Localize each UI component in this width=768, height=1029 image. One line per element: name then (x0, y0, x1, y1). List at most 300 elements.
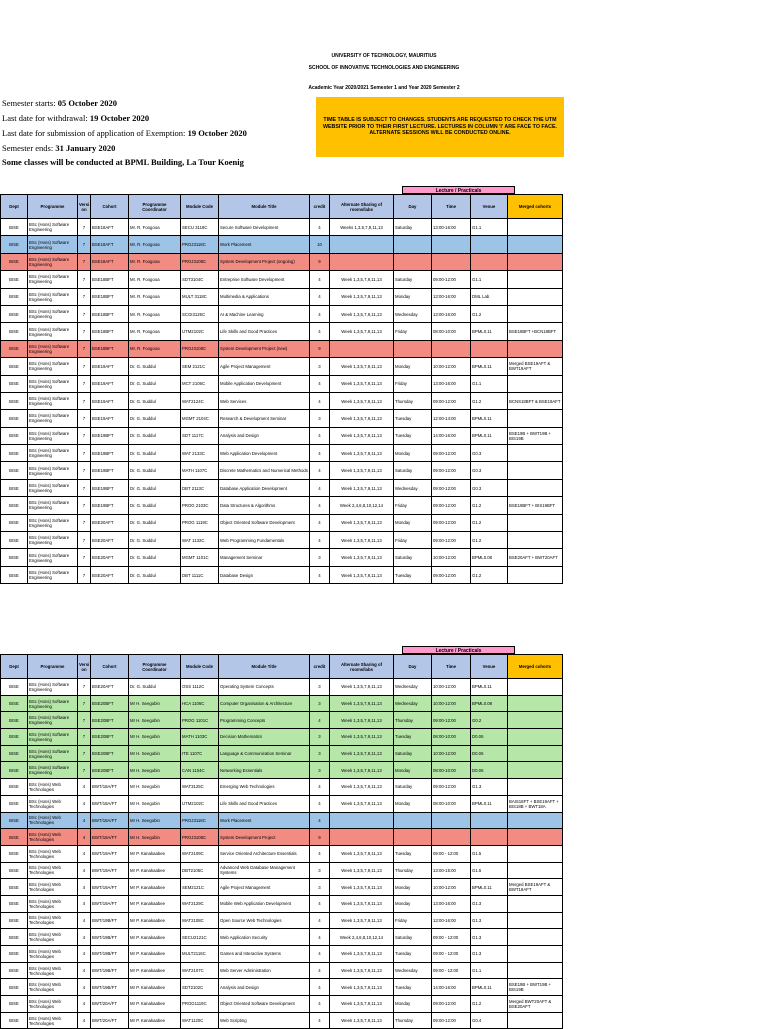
cell-alt-sharing (330, 812, 394, 829)
cell-day: Saturday (394, 219, 432, 236)
cell-credit: 4 (310, 323, 330, 340)
cell-time: 14:00-16:00 (432, 427, 471, 444)
cell-version: 4 (78, 812, 91, 829)
table-row (1, 1012, 563, 1029)
cell-day: Thursday (394, 392, 432, 409)
cell-version: 7 (78, 410, 91, 427)
cell-credit: 4 (310, 219, 330, 236)
cell-time: 09:00 - 12:00 (432, 962, 471, 979)
cell-programme: BSc (Hons) Web Technologies (28, 929, 78, 946)
cell-time: 10:00-12:00 (432, 358, 471, 375)
cell-cohort: BWT/18A/FT (91, 795, 129, 812)
cell-module-title: Computer Organisation & Architecture (219, 695, 310, 712)
cell-merged-cohorts (508, 729, 563, 746)
cell-alt-sharing: Week 1,3,5,7,9,11,13 (330, 375, 394, 392)
cell-credit: 4 (310, 427, 330, 444)
cell-programme: BSc (Hons) Software Engineering (28, 729, 78, 746)
cell-cohort: BWT/19B/FT (91, 929, 129, 946)
cell-time: 08:00-10:00 (432, 762, 471, 779)
cell-day: Monday (394, 895, 432, 912)
cell-version: 7 (78, 358, 91, 375)
cell-day (394, 236, 432, 253)
cell-coordinator: Mr. R. Foogooa (129, 236, 181, 253)
cell-merged-cohorts (508, 812, 563, 829)
cell-coordinator: Dr. G. Suddul (129, 514, 181, 531)
cell-credit: 4 (310, 962, 330, 979)
cell-programme: BSc (Hons) Software Engineering (28, 271, 78, 288)
cell-programme: BSc (Hons) Software Engineering (28, 305, 78, 322)
cell-merged-cohorts (508, 288, 563, 305)
cell-module-title: AI & Machine Learning (219, 305, 310, 322)
cell-credit: 3 (310, 549, 330, 566)
table-row (1, 979, 563, 996)
cell-day (394, 340, 432, 357)
cell-module-title: Secure Software Development (219, 219, 310, 236)
cell-venue: BPML0.08 (471, 695, 508, 712)
cell-cohort: BWT/18A/FT (91, 829, 129, 846)
cell-programme: BSc (Hons) Software Engineering (28, 514, 78, 531)
cell-module-code: PROG 2103C (181, 497, 219, 514)
cell-cohort: BSE20AFT (91, 679, 129, 696)
cell-day: Thursday (394, 862, 432, 879)
cell-cohort: BSE20BFT (91, 745, 129, 762)
table-row (1, 862, 563, 879)
cell-coordinator: Mr H. Seegobin (129, 779, 181, 796)
cell-venue (471, 340, 508, 357)
school-title: SCHOOL OF INNOVATIVE TECHNOLOGIES AND ENGINEERING (308, 65, 460, 71)
cell-day: Saturday (394, 549, 432, 566)
cell-merged-cohorts (508, 845, 563, 862)
cell-coordinator: Dr. G. Suddul (129, 358, 181, 375)
cell-coordinator: Mr P. Kanakaabee (129, 979, 181, 996)
cell-dept: BISE (1, 253, 28, 270)
table-row (1, 305, 563, 322)
cell-day: Tuesday (394, 946, 432, 963)
cell-alt-sharing: Week 1,3,5,7,9,11,13 (330, 745, 394, 762)
cell-merged-cohorts (508, 762, 563, 779)
cell-alt-sharing: Week 1,3,5,7,9,11,13 (330, 695, 394, 712)
table-row (1, 236, 563, 253)
cell-version: 4 (78, 912, 91, 929)
cell-programme: BSc (Hons) Web Technologies (28, 979, 78, 996)
cell-time: 09:00-12:00 (432, 514, 471, 531)
column-header-merged-cohorts: Merged cohorts (508, 655, 563, 679)
cell-dept: BISE (1, 375, 28, 392)
cell-dept: BISE (1, 288, 28, 305)
cell-cohort: BSE19BFT (91, 462, 129, 479)
cell-venue: G1.1 (471, 219, 508, 236)
cell-module-code: WAT2109C (181, 845, 219, 862)
cell-venue: BPML0.08 (471, 549, 508, 566)
cell-alt-sharing (330, 829, 394, 846)
cell-venue (471, 812, 508, 829)
cell-day (394, 253, 432, 270)
column-header-coordinator: Programme Coordinator (129, 655, 181, 679)
cell-day: Friday (394, 497, 432, 514)
cell-coordinator: Mr. R. Foogooa (129, 340, 181, 357)
cell-programme: BSc (Hons) Web Technologies (28, 862, 78, 879)
cell-module-title: Open Source Web Technologies (219, 912, 310, 929)
cell-dept: BISE (1, 729, 28, 746)
cell-venue: G1.2 (471, 305, 508, 322)
cell-programme: BSc (Hons) Web Technologies (28, 912, 78, 929)
cell-venue: G1.2 (471, 497, 508, 514)
cell-module-title: Web Server Administration (219, 962, 310, 979)
cell-time: 09:00-12:00 (432, 996, 471, 1013)
cell-venue: G1.5 (471, 845, 508, 862)
cell-programme: BSc (Hons) Web Technologies (28, 996, 78, 1013)
cell-programme: BSc (Hons) Software Engineering (28, 340, 78, 357)
column-header-dept: Dept (1, 655, 28, 679)
cell-coordinator: Mr. R. Foogooa (129, 253, 181, 270)
cell-cohort: BSE18BFT (91, 288, 129, 305)
cell-venue: DML Lab (471, 288, 508, 305)
cell-time: 13:00-16:00 (432, 288, 471, 305)
cell-cohort: BWT/19A/FT (91, 895, 129, 912)
cell-credit: 3 (310, 879, 330, 896)
cell-cohort: BSE20AFT (91, 532, 129, 549)
cell-version: 4 (78, 1012, 91, 1029)
cell-merged-cohorts: Merged BSE19AFT & BWT19AFT (508, 358, 563, 375)
cell-credit: 4 (310, 779, 330, 796)
column-header-alt-sharing: Alternate Sharing of rooms/labs (330, 655, 394, 679)
cell-version: 4 (78, 895, 91, 912)
cell-cohort: BWT/19A/FT (91, 862, 129, 879)
cell-module-title: Analysis and Design (219, 427, 310, 444)
cell-cohort: BWT/20A/FT (91, 1012, 129, 1029)
cell-venue: D0.06 (471, 745, 508, 762)
table-row (1, 566, 563, 583)
cell-coordinator: Mr P. Kanakaabee (129, 962, 181, 979)
cell-module-code: MGMT 2104C (181, 410, 219, 427)
cell-time: 10:00-12:00 (432, 695, 471, 712)
column-header-credit: credit (310, 655, 330, 679)
cell-version: 7 (78, 695, 91, 712)
cell-module-title: Games and Interactive Systems (219, 946, 310, 963)
cell-cohort: BSE20AFT (91, 549, 129, 566)
cell-time: 14:00-16:00 (432, 979, 471, 996)
cell-version: 7 (78, 729, 91, 746)
cell-programme: BSc (Hons) Web Technologies (28, 829, 78, 846)
cell-merged-cohorts: Merged BWT20AFT & BSE20AFT (508, 996, 563, 1013)
cell-time: 09:00-12:00 (432, 497, 471, 514)
cell-merged-cohorts: BSE19B + BWT19B + BIS19B (508, 427, 563, 444)
cell-module-code: SEM 2121C (181, 358, 219, 375)
cell-day: Wednesday (394, 695, 432, 712)
cell-venue: D0.06 (471, 762, 508, 779)
cell-venue: G1.1 (471, 375, 508, 392)
cell-merged-cohorts: BAIS18FT + BSE19AFT + BIS18B + BWT18A (508, 795, 563, 812)
column-header-venue: Venue (471, 655, 508, 679)
table-row (1, 812, 563, 829)
cell-module-title: Advanced Web Database Management Systems (219, 862, 310, 879)
bpml-note: Some classes will be conducted at BPML Building, La Tour Koenig (2, 157, 244, 167)
cell-programme: BSc (Hons) Web Technologies (28, 779, 78, 796)
cell-day: Wednesday (394, 962, 432, 979)
column-header-programme: Programme (28, 655, 78, 679)
cell-merged-cohorts (508, 305, 563, 322)
cell-merged-cohorts: BSE19BFT + BIS19BFT (508, 497, 563, 514)
cell-dept: BISE (1, 779, 28, 796)
cell-cohort: BSE19AFT (91, 410, 129, 427)
cell-day: Monday (394, 762, 432, 779)
cell-coordinator: Dr. G. Suddul (129, 679, 181, 696)
column-header-credit: credit (310, 195, 330, 219)
cell-module-title: Multimedia & Applications (219, 288, 310, 305)
cell-alt-sharing: Week 1,3,5,7,9,11,13 (330, 323, 394, 340)
cell-credit: 4 (310, 845, 330, 862)
cell-merged-cohorts (508, 375, 563, 392)
cell-time: 09:00-12:00 (432, 532, 471, 549)
cell-dept: BISE (1, 410, 28, 427)
cell-cohort: BSE19AFT (91, 375, 129, 392)
cell-day: Tuesday (394, 566, 432, 583)
cell-module-code: SCGI3126C (181, 305, 219, 322)
cell-module-code: SECU2121C (181, 929, 219, 946)
table-row (1, 253, 563, 270)
cell-merged-cohorts (508, 679, 563, 696)
cell-alt-sharing: Week 1,3,5,7,9,11,13 (330, 479, 394, 496)
cell-alt-sharing: Week 1,3,5,7,9,11,13 (330, 427, 394, 444)
cell-merged-cohorts (508, 912, 563, 929)
cell-version: 4 (78, 829, 91, 846)
cell-merged-cohorts (508, 271, 563, 288)
cell-module-title: Web Application Development (219, 445, 310, 462)
cell-module-code: UTM2102C (181, 323, 219, 340)
cell-version: 4 (78, 845, 91, 862)
cell-alt-sharing: Week 1,3,5,7,9,11,13 (330, 462, 394, 479)
table-row (1, 996, 563, 1013)
cell-credit: 4 (310, 375, 330, 392)
cell-cohort: BWT/18A/FT (91, 812, 129, 829)
cell-module-code: WAT1120C (181, 1012, 219, 1029)
table-row (1, 392, 563, 409)
cell-time: 09:00-12:00 (432, 479, 471, 496)
cell-merged-cohorts (508, 479, 563, 496)
cell-module-code: SECU 3118C (181, 219, 219, 236)
cell-time: 13:00-16:00 (432, 912, 471, 929)
cell-version: 4 (78, 979, 91, 996)
cell-merged-cohorts (508, 829, 563, 846)
cell-day: Thursday (394, 1012, 432, 1029)
cell-time (432, 812, 471, 829)
cell-merged-cohorts (508, 895, 563, 912)
cell-coordinator: Mr. R. Foogooa (129, 305, 181, 322)
cell-coordinator: Dr. G. Suddul (129, 392, 181, 409)
cell-coordinator: Mr H. Seegobin (129, 762, 181, 779)
cell-module-code: ITE 1107C (181, 745, 219, 762)
cell-cohort: BSE19AFT (91, 358, 129, 375)
cell-programme: BSc (Hons) Software Engineering (28, 219, 78, 236)
cell-programme: BSc (Hons) Web Technologies (28, 812, 78, 829)
cell-dept: BISE (1, 462, 28, 479)
cell-credit: 4 (310, 445, 330, 462)
cell-alt-sharing: Week 1,3,5,7,9,11,13 (330, 679, 394, 696)
cell-coordinator: Mr P. Kanakaabee (129, 946, 181, 963)
cell-alt-sharing: Week 1,3,5,7,9,11,13 (330, 795, 394, 812)
table-row (1, 946, 563, 963)
cell-venue: G1.5 (471, 862, 508, 879)
cell-module-code: MULT 3118C (181, 288, 219, 305)
table-row (1, 962, 563, 979)
cell-module-code: SDT2102C (181, 979, 219, 996)
lecture-practicals-label: Lecture / Practicals (402, 186, 515, 194)
cell-time: 09:00-12:00 (432, 445, 471, 462)
table-row (1, 532, 563, 549)
cell-version: 4 (78, 779, 91, 796)
cell-day: Tuesday (394, 410, 432, 427)
cell-version: 7 (78, 566, 91, 583)
table-row (1, 340, 563, 357)
cell-module-title: Research & Development Seminar (219, 410, 310, 427)
cell-day (394, 812, 432, 829)
cell-alt-sharing (330, 253, 394, 270)
cell-programme: BSc (Hons) Web Technologies (28, 946, 78, 963)
cell-credit: 4 (310, 497, 330, 514)
cell-version: 4 (78, 996, 91, 1013)
cell-module-title: Database Design (219, 566, 310, 583)
cell-programme: BSc (Hons) Web Technologies (28, 895, 78, 912)
cell-alt-sharing: Week 1,3,5,7,9,11,13 (330, 305, 394, 322)
cell-time: 12:00-14:00 (432, 410, 471, 427)
cell-merged-cohorts (508, 410, 563, 427)
cell-time: 13:00-16:00 (432, 219, 471, 236)
cell-dept: BISE (1, 532, 28, 549)
cell-coordinator: Mr P. Kanakaabee (129, 862, 181, 879)
cell-dept: BISE (1, 712, 28, 729)
table-row (1, 271, 563, 288)
cell-coordinator: Dr. G. Suddul (129, 532, 181, 549)
cell-module-title: Service Oriented Architecture Essentials (219, 845, 310, 862)
cell-version: 7 (78, 340, 91, 357)
cell-time: 09:00-12:00 (432, 712, 471, 729)
cell-programme: BSc (Hons) Software Engineering (28, 549, 78, 566)
cell-programme: BSc (Hons) Software Engineering (28, 712, 78, 729)
table-row (1, 762, 563, 779)
cell-version: 7 (78, 253, 91, 270)
cell-module-code: DBT 1111C (181, 566, 219, 583)
cell-alt-sharing: Week 1,3,5,7,9,11,13 (330, 845, 394, 862)
cell-time (432, 829, 471, 846)
cell-merged-cohorts (508, 712, 563, 729)
table-row (1, 879, 563, 896)
cell-module-code: PROG 1101C (181, 712, 219, 729)
academic-year: Academic Year 2020/2021 Semester 1 and Year 2020 Semester 2 (308, 85, 460, 91)
cell-venue: BPML0.11 (471, 979, 508, 996)
table-row (1, 219, 563, 236)
cell-module-title: Discrete Mathematics and Numerical Methods (219, 462, 310, 479)
cell-version: 7 (78, 271, 91, 288)
cell-credit: 10 (310, 236, 330, 253)
cell-module-title: Emerging Web Technologies (219, 779, 310, 796)
cell-day: Tuesday (394, 845, 432, 862)
cell-cohort: BSE18BFT (91, 323, 129, 340)
cell-version: 4 (78, 795, 91, 812)
cell-coordinator: Dr. G. Suddul (129, 445, 181, 462)
column-header-module-title: Module Title (219, 195, 310, 219)
cell-cohort: BSE19BFT (91, 445, 129, 462)
table-row (1, 829, 563, 846)
cell-dept: BISE (1, 895, 28, 912)
cell-module-title: Mobile Application Development (219, 375, 310, 392)
cell-programme: BSc (Hons) Software Engineering (28, 445, 78, 462)
cell-coordinator: Dr. G. Suddul (129, 427, 181, 444)
cell-day: Saturday (394, 779, 432, 796)
cell-time: 10:00-12:00 (432, 745, 471, 762)
cell-cohort: BWT/19B/FT (91, 912, 129, 929)
cell-cohort: BSE20AFT (91, 514, 129, 531)
cell-time: 09:00-12:00 (432, 779, 471, 796)
cell-alt-sharing: Week 1,3,5,7,9,11,13 (330, 445, 394, 462)
cell-version: 7 (78, 712, 91, 729)
cell-alt-sharing: Week 1,3,5,7,9,11,13 (330, 358, 394, 375)
cell-day: Wednesday (394, 479, 432, 496)
cell-dept: BISE (1, 979, 28, 996)
cell-cohort: BSE19AFT (91, 392, 129, 409)
cell-credit: 3 (310, 679, 330, 696)
cell-time: 13:00-16:00 (432, 895, 471, 912)
cell-alt-sharing: Week 1,3,5,7,9,11,13 (330, 1012, 394, 1029)
cell-coordinator: Mr P. Kanakaabee (129, 929, 181, 946)
cell-module-code: MULT2116C (181, 946, 219, 963)
cell-alt-sharing: Week 1,3,5,7,9,11,13 (330, 566, 394, 583)
cell-module-code: WAT2107C (181, 962, 219, 979)
table-row (1, 779, 563, 796)
cell-programme: BSc (Hons) Software Engineering (28, 497, 78, 514)
cell-alt-sharing (330, 340, 394, 357)
cell-cohort: BSE20AFT (91, 566, 129, 583)
cell-credit: 4 (310, 271, 330, 288)
cell-coordinator: Mr H. Seegobin (129, 812, 181, 829)
table-row (1, 745, 563, 762)
cell-coordinator: Dr. G. Suddul (129, 462, 181, 479)
cell-module-title: Web Scripting (219, 1012, 310, 1029)
cell-module-title: Life Skills and Good Practices (219, 323, 310, 340)
cell-module-title: Web Application Security (219, 929, 310, 946)
cell-alt-sharing: Week 1,3,5,7,9,11,13 (330, 879, 394, 896)
cell-cohort: BSE18BFT (91, 305, 129, 322)
cell-merged-cohorts (508, 462, 563, 479)
cell-alt-sharing: Week 1,3,5,7,9,11,13 (330, 912, 394, 929)
cell-merged-cohorts (508, 566, 563, 583)
cell-credit: 4 (310, 1012, 330, 1029)
withdrawal-date: Last date for withdrawal: 19 October 2020 (2, 113, 150, 123)
cell-programme: BSc (Hons) Software Engineering (28, 392, 78, 409)
timetable-table-1 (0, 194, 563, 584)
cell-alt-sharing: Week 1,3,5,7,9,11,13 (330, 712, 394, 729)
cell-cohort: BSE20BFT (91, 695, 129, 712)
column-header-module-code: Module Code (181, 195, 219, 219)
cell-module-title: Life Skills and Good Practices (219, 795, 310, 812)
cell-coordinator: Dr. G. Suddul (129, 497, 181, 514)
cell-dept: BISE (1, 812, 28, 829)
cell-merged-cohorts (508, 445, 563, 462)
cell-version: 7 (78, 445, 91, 462)
cell-version: 4 (78, 929, 91, 946)
cell-merged-cohorts (508, 946, 563, 963)
cell-programme: BSc (Hons) Web Technologies (28, 879, 78, 896)
cell-alt-sharing: Week 1,3,5,7,9,11,13 (330, 946, 394, 963)
cell-merged-cohorts: Merged BSE19AFT & BWT19AFT (508, 879, 563, 896)
cell-version: 4 (78, 962, 91, 979)
column-header-coordinator: Programme Coordinator (129, 195, 181, 219)
cell-dept: BISE (1, 946, 28, 963)
cell-credit: 3 (310, 762, 330, 779)
cell-module-title: Work Placement (219, 236, 310, 253)
cell-module-code: SDT3104C (181, 271, 219, 288)
column-header-dept: Dept (1, 195, 28, 219)
cell-day: Tuesday (394, 427, 432, 444)
